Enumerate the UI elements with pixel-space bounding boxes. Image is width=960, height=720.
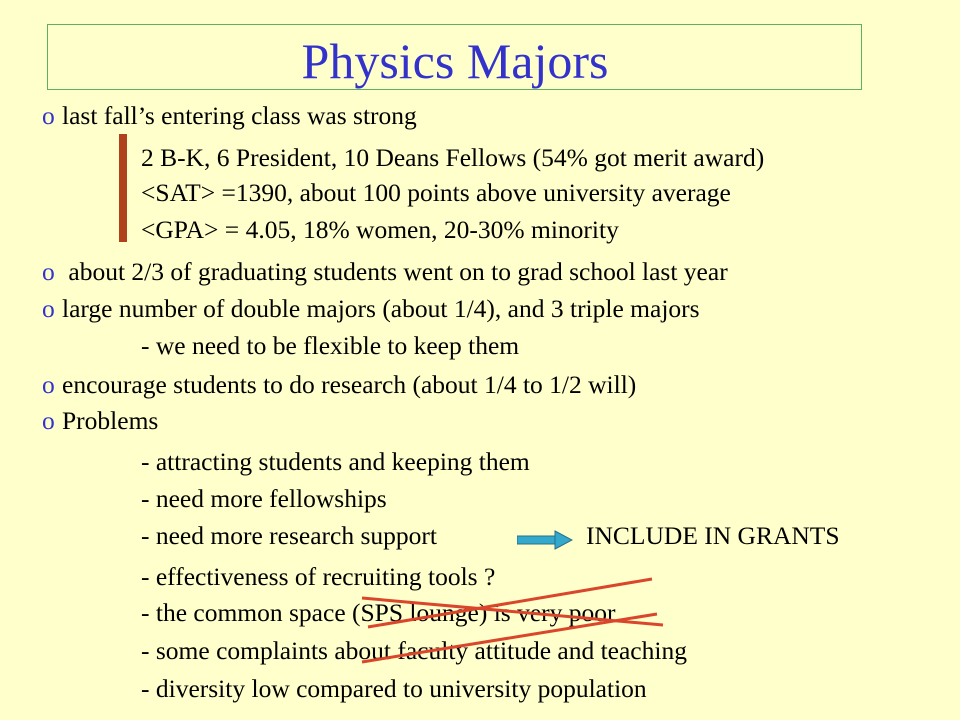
sub-text: <SAT> =1390, about 100 points above university average: [141, 178, 731, 207]
bullet-entering-class: [42, 101, 417, 131]
right-arrow-icon: [517, 530, 573, 550]
bullet-marker: o: [42, 294, 55, 323]
bullet-text: last fall’s entering class was strong: [62, 101, 417, 130]
sub-diversity: [141, 674, 647, 704]
sub-fellows: [141, 143, 764, 173]
bullet-grad-school: [42, 257, 728, 287]
sub-complaints: [141, 636, 687, 666]
slide-title: Physics Majors: [301, 33, 609, 89]
bullet-marker: o: [42, 257, 55, 286]
bullet-text: large number of double majors (about 1/4), and 3 triple majors: [62, 294, 700, 323]
sub-fellowships: [141, 484, 387, 514]
arrow-note: [586, 521, 840, 551]
bullet-text: Problems: [62, 406, 159, 435]
arrow-note-text: INCLUDE IN GRANTS: [586, 521, 840, 550]
bullet-double-majors: [42, 294, 700, 324]
sub-text: - effectiveness of recruiting tools ?: [141, 562, 496, 591]
sub-text: - the common space (SPS lounge) is very poor: [141, 598, 616, 627]
sub-gpa: [141, 215, 619, 245]
sub-research-support: [141, 521, 437, 551]
bullet-problems: [42, 406, 158, 436]
sub-attracting: [141, 447, 530, 477]
bullet-marker: o: [42, 406, 55, 435]
sub-sat: [141, 178, 731, 208]
bullet-marker: o: [42, 101, 55, 130]
bullet-marker: o: [42, 370, 55, 399]
sub-flexible: [141, 331, 519, 361]
sub-text: - we need to be flexible to keep them: [141, 331, 520, 360]
sub-text: - need more research support: [141, 521, 437, 550]
sub-common-space: [141, 598, 616, 628]
bullet-text: encourage students to do research (about 1/4 to 1/2 will): [62, 370, 637, 399]
bullet-research: [42, 370, 636, 400]
bullet-text: about 2/3 of graduating students went on to grad school last year: [62, 257, 728, 286]
sub-text: - diversity low compared to university population: [141, 674, 647, 703]
sub-text: - some complaints about faculty attitude and teaching: [141, 636, 687, 665]
sub-recruiting: [141, 562, 495, 592]
sub-text: 2 B-K, 6 President, 10 Deans Fellows (54% got merit award): [141, 143, 765, 172]
sub-text: <GPA> = 4.05, 18% women, 20-30% minority: [141, 215, 619, 244]
sub-text: - need more fellowships: [141, 484, 387, 513]
highlight-bracket: [119, 134, 127, 242]
sub-text: - attracting students and keeping them: [141, 447, 530, 476]
